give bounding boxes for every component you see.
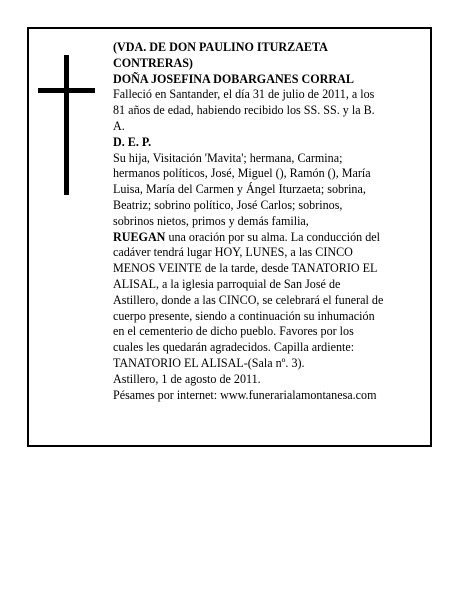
- widow-of-line-1: (VDA. DE DON PAULINO ITURZAETA: [113, 40, 328, 54]
- obituary-text: [113, 40, 423, 403]
- deceased-name: DOÑA JOSEFINA DOBARGANES CORRAL: [113, 71, 354, 86]
- family-line-3: Luisa, María del Carmen y Ángel Iturzaeta; sobrina,: [113, 182, 366, 197]
- request-line-2: cadáver tendrá lugar HOY, LUNES, a las CINCO: [113, 245, 353, 260]
- widow-of-line-2: CONTRERAS): [113, 55, 193, 70]
- request-line-8: cuales les quedarán agradecidos. Capilla ardiente:: [113, 340, 355, 355]
- cross-icon: [38, 55, 95, 195]
- death-details-line-1: Falleció en Santander, el día 31 de julio de 2011, a los: [113, 87, 375, 102]
- rip-heading: D. E. P.: [113, 134, 152, 149]
- request-line-7: en el cementerio de dicho pueblo. Favores por los: [113, 324, 354, 339]
- request-line-6: cuerpo presente, siendo a continuación su inhumación: [113, 308, 375, 323]
- chapel-location: TANATORIO EL ALISAL-(Sala nº. 3).: [113, 355, 305, 370]
- family-line-1: Su hija, Visitación 'Mavita'; hermana, Carmina;: [113, 150, 343, 165]
- request-line-5: Astillero, donde a las CINCO, se celebrará el funeral de: [113, 292, 384, 307]
- request-lead: RUEGAN: [113, 229, 166, 244]
- request-line-1: [113, 230, 423, 246]
- death-details-line-2: 81 años de edad, habiendo recibido los SS. SS. y la B.: [113, 103, 375, 118]
- request-line-4: ALISAL, a la iglesia parroquial de San José de: [113, 276, 341, 291]
- family-line-5: sobrinos nietos, primos y demás familia,: [113, 213, 309, 228]
- family-line-4: Beatriz; sobrino político, José Carlos; sobrinos,: [113, 197, 343, 212]
- request-line-3: MENOS VEINTE de la tarde, desde TANATORIO EL: [113, 261, 378, 276]
- death-details-line-3: A.: [113, 118, 125, 133]
- cross-vertical-bar: [64, 55, 69, 195]
- request-text: una oración por su alma. La conducción del: [165, 229, 381, 244]
- cross-horizontal-bar: [38, 88, 95, 93]
- place-and-date: Astillero, 1 de agosto de 2011.: [113, 371, 261, 386]
- condolences-website: Pésames por internet: www.funerarialamontanesa.com: [113, 387, 377, 402]
- family-line-2: hermanos políticos, José, Miguel (), Ramón (), María: [113, 166, 371, 181]
